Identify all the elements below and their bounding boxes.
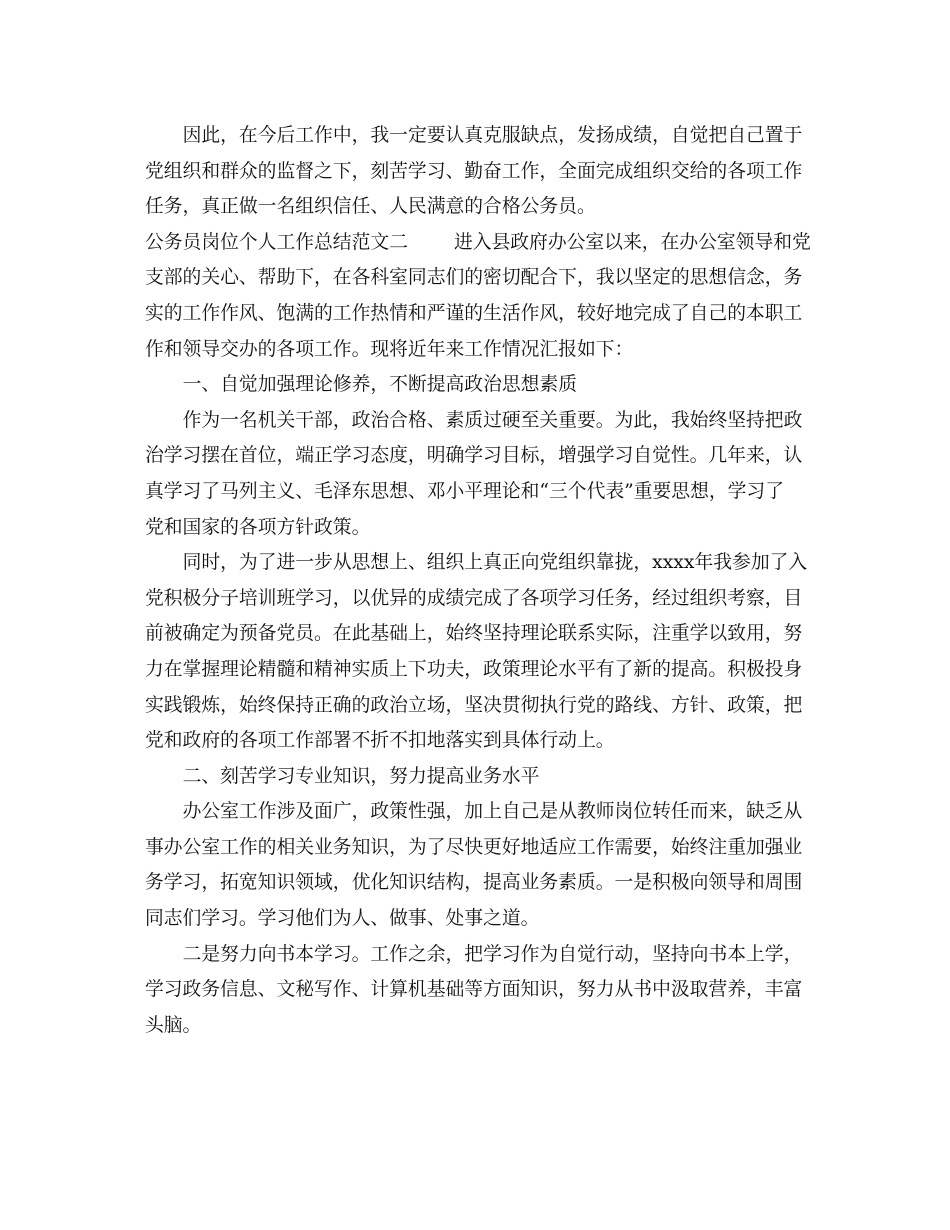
paragraph <box>145 225 811 367</box>
text-line: 一、自觉加强理论修养，不断提高政治思想素质 <box>182 374 577 396</box>
text-line: 头脑。 <box>145 1014 202 1036</box>
text-line: 作和领导交办的各项工作。现将近年来工作情况汇报如下： <box>145 338 634 360</box>
paragraph <box>145 937 807 1044</box>
paragraph <box>145 794 807 936</box>
text-line: 治学习摆在首位，端正学习态度，明确学习目标，增强学习自觉性。几年来，认 <box>145 445 803 467</box>
text-line: 办公室工作涉及面广，政策性强，加上自己是从教师岗位转任而来，缺乏从 <box>182 801 803 823</box>
text-line: 前被确定为预备党员。在此基础上，始终坚持理论联系实际，注重学以致用，努 <box>145 623 803 645</box>
text-run: 进入县政府办公室以来，在办公室领导和党 <box>453 231 811 253</box>
text-line: 真学习了马列主义、毛泽东思想、邓小平理论和“三个代表”重要思想，学习了 <box>145 480 784 502</box>
text-line: 二、刻苦学习专业知识，努力提高业务水平 <box>182 765 540 787</box>
text-line: 实的工作作风、饱满的工作热情和严谨的生活作风，较好地完成了自己的本职工 <box>145 302 803 324</box>
text-line: 作为一名机关干部，政治合格、素质过硬至关重要。为此，我始终坚持把政 <box>182 409 803 431</box>
text-line: 务学习，拓宽知识领域，优化知识结构，提高业务素质。一是积极向领导和周围 <box>145 872 803 894</box>
text-line: 因此，在今后工作中，我一定要认真克服缺点，发扬成绩，自觉把自己置于 <box>182 125 803 146</box>
paragraph <box>145 545 807 759</box>
text-line: 支部的关心、帮助下，在各科室同志们的密切配合下，我以坚定的思想信念，务 <box>145 267 803 289</box>
text-line: 二是努力向书本学习。工作之余，把学习作为自觉行动，坚持向书本上学， <box>182 943 803 965</box>
paragraph <box>145 403 807 545</box>
text-line: 学习政务信息、文秘写作、计算机基础等方面知识，努力从书中汲取营养，丰富 <box>145 979 803 1001</box>
text-line: 党组织和群众的监督之下，刻苦学习、勤奋工作，全面完成组织交给的各项工作 <box>145 160 803 182</box>
text-line: 党积极分子培训班学习，以优异的成绩完成了各项学习任务，经过组织考察，目 <box>145 587 803 609</box>
text-line: 实践锻炼，始终保持正确的政治立场，坚决贯彻执行党的路线、方针、政策，把 <box>145 694 803 716</box>
text-line: 力在掌握理论精髓和精神实质上下功夫，政策理论水平有了新的提高。积极投身 <box>145 658 803 680</box>
section-title: 公务员岗位个人工作总结范文二 <box>145 231 408 253</box>
text-line: 同志们学习。学习他们为人、做事、处事之道。 <box>145 908 540 930</box>
text-line: 事办公室工作的相关业务知识，为了尽快更好地适应工作需要，始终注重加强业 <box>145 836 803 858</box>
text-line: 同时，为了进一步从思想上、组织上真正向党组织靠拢，xxxx年我参加了入 <box>182 552 808 574</box>
section-heading <box>145 367 807 403</box>
text-line <box>145 225 811 261</box>
paragraph <box>145 118 807 225</box>
text-line: 党和国家的各项方针政策。 <box>145 516 371 538</box>
section-heading <box>145 759 807 795</box>
document-page <box>145 118 811 1043</box>
text-line: 任务，真正做一名组织信任、人民满意的合格公务员。 <box>145 196 596 218</box>
text-line: 党和政府的各项工作部署不折不扣地落实到具体行动上。 <box>145 730 615 752</box>
